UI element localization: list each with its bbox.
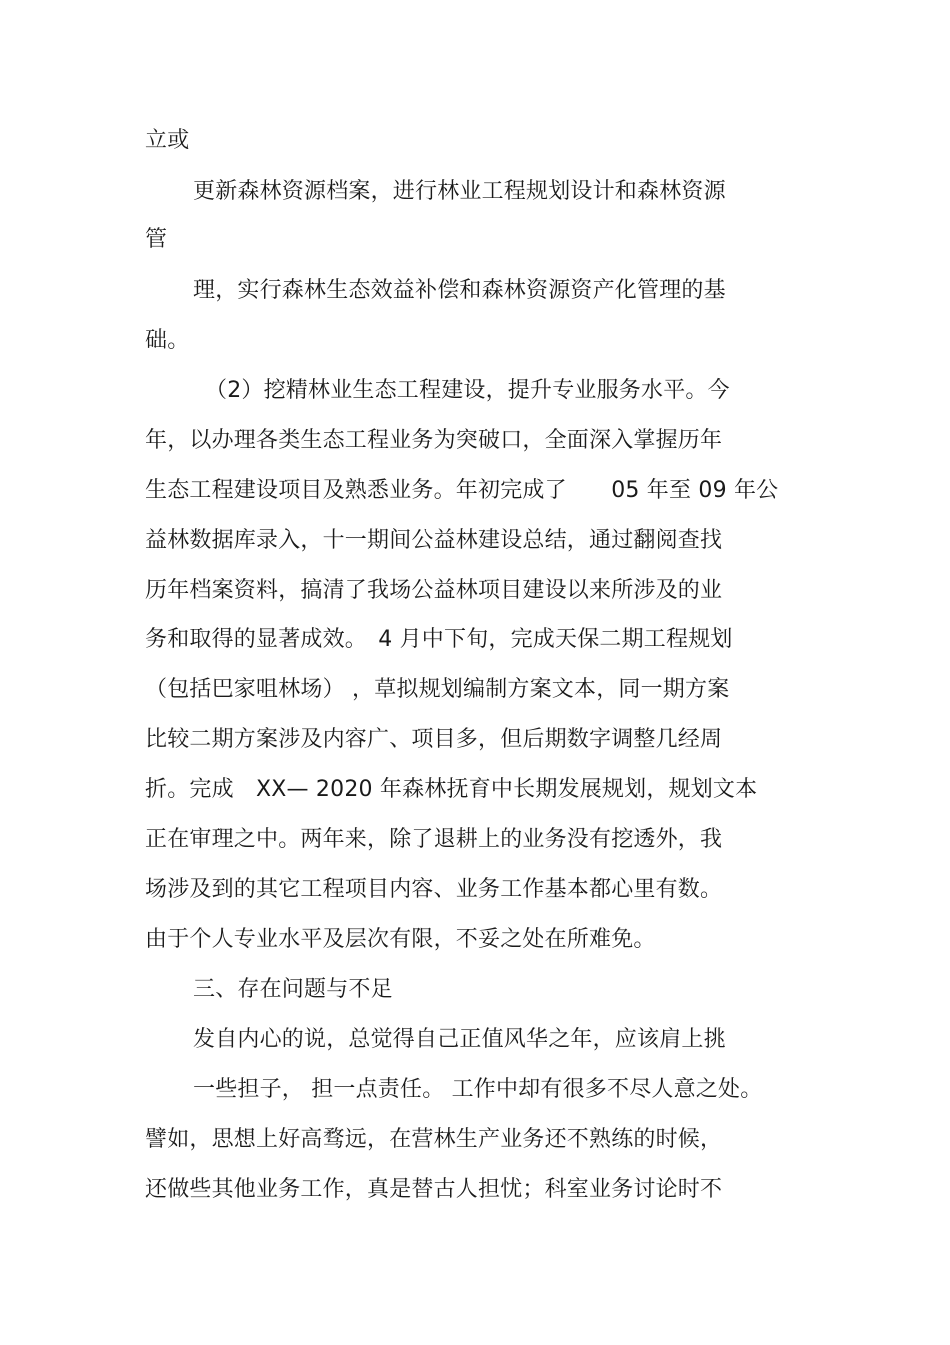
text-line-10: 历年档案资料，搞清了我场公益林项目建设以来所涉及的业 — [145, 578, 723, 603]
text-line-11: 务和取得的显著成效。 4 月中下旬，完成天保二期工程规划 — [145, 627, 733, 652]
text-line-4: 理，实行森林生态效益补偿和森林资源资产化管理的基 — [193, 278, 726, 303]
text-line-12: （包括巴家咀林场） ，草拟规划编制方案文本，同一期方案 — [145, 677, 730, 702]
text-line-9: 益林数据库录入，十一期间公益林建设总结，通过翻阅查找 — [145, 528, 723, 553]
text-line-17: 由于个人专业水平及层次有限，不妥之处在所难免。 — [145, 927, 656, 952]
text-line-21: 譬如，思想上好高骛远，在营林生产业务还不熟练的时候， — [145, 1127, 723, 1152]
text-line-3: 管 — [145, 227, 168, 252]
text-line-8: 生态工程建设项目及熟悉业务。年初完成了 05 年至 09 年公 — [145, 478, 779, 503]
text-line-15: 正在审理之中。两年来，除了退耕上的业务没有挖透外，我 — [145, 827, 723, 852]
text-line-13: 比较二期方案涉及内容广、项目多，但后期数字调整几经周 — [145, 727, 723, 752]
text-line-6: （2）挖精林业生态工程建设，提升专业服务水平。今 — [205, 378, 730, 403]
text-line-14: 折。完成 XX— 2020 年森林抚育中长期发展规划，规划文本 — [145, 777, 758, 802]
text-line-22: 还做些其他业务工作，真是替古人担忧；科室业务讨论时不 — [145, 1177, 723, 1202]
section-heading: 三、存在问题与不足 — [193, 977, 393, 1002]
text-line-19: 发自内心的说，总觉得自己正值风华之年，应该肩上挑 — [193, 1027, 726, 1052]
text-line-20: 一些担子， 担一点责任。 工作中却有很多不尽人意之处。 — [193, 1077, 763, 1102]
text-line-1: 立或 — [145, 128, 190, 153]
text-line-7: 年，以办理各类生态工程业务为突破口，全面深入掌握历年 — [145, 428, 723, 453]
text-line-5: 础。 — [145, 328, 190, 353]
text-line-16: 场涉及到的其它工程项目内容、业务工作基本都心里有数。 — [145, 877, 723, 902]
text-line-2: 更新森林资源档案，进行林业工程规划设计和森林资源 — [193, 179, 726, 204]
